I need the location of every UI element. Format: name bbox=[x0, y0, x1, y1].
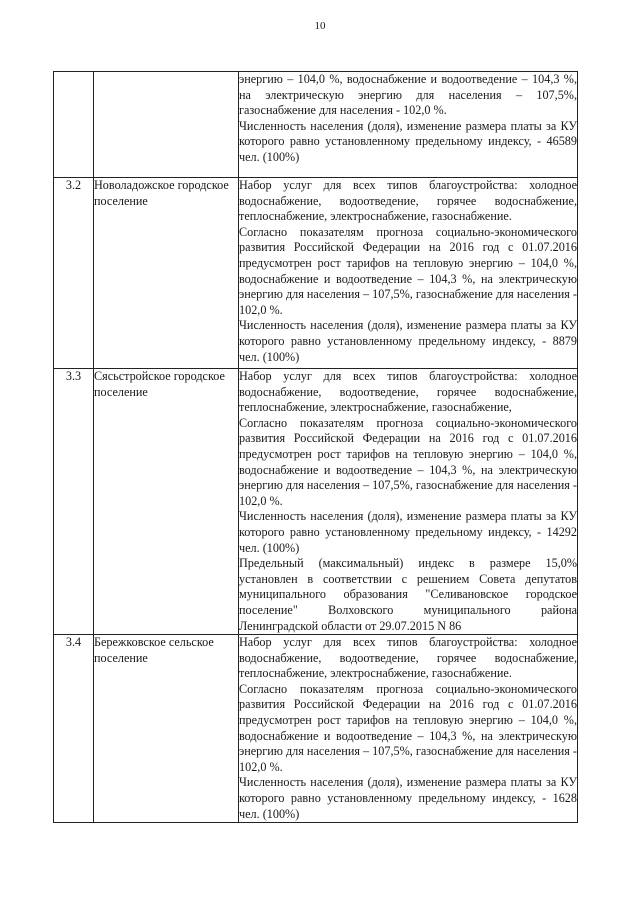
page-number: 10 bbox=[314, 20, 326, 32]
description-cell bbox=[239, 635, 578, 823]
settlement-name bbox=[94, 72, 239, 178]
settlement-name: Новоладожское городское поселение bbox=[94, 178, 239, 369]
description-paragraph: Численность населения (доля), изменение размера платы за КУ которого равно установленному предельному индексу, - 46589 чел. (100%) bbox=[239, 118, 577, 164]
description-paragraph: Численность населения (доля), изменение размера платы за КУ которого равно установленному предельному индексу, - 14292 чел. (100%) bbox=[239, 509, 577, 555]
description-paragraph: Согласно показателям прогноза социально-экономического развития Российской Федерации на 2016 год с 01.07.2016 предусмотрен рост тарифов на тепловую энергию – 104,0 %, водоснабжение и водоотведение – 104,3 %, на электрическую энергию для населения – 107,5%, газоснабжение для населения - 102,0 %. bbox=[239, 415, 577, 508]
municipal-tariff-table bbox=[53, 71, 578, 823]
row-number bbox=[54, 72, 94, 178]
table-row bbox=[54, 178, 578, 369]
settlement-name: Бережковское сельское поселение bbox=[94, 635, 239, 823]
description-cell bbox=[239, 178, 578, 369]
description-paragraph: Набор услуг для всех типов благоустройства: холодное водоснабжение, водоотведение, горячее водоснабжение, теплоснабжение, электроснабжение, газоснабжение, bbox=[239, 369, 577, 415]
description-paragraph: энергию – 104,0 %, водоснабжение и водоотведение – 104,3 %, на электрическую энергию для населения – 107,5%, газоснабжение для населения - 102,0 %. bbox=[239, 72, 577, 118]
description-cell bbox=[239, 72, 578, 178]
description-paragraph: Предельный (максимальный) индекс в размере 15,0% установлен в соответствии с решением Совета депутатов муниципального образования "Селивановское городское поселение" Волховского муниципального района Ленинградской области от 29.07.2015 N 86 bbox=[239, 556, 577, 633]
table-row bbox=[54, 635, 578, 823]
description-paragraph: Согласно показателям прогноза социально-экономического развития Российской Федерации на 2016 год с 01.07.2016 предусмотрен рост тарифов на тепловую энергию – 104,0 %, водоснабжение и водоотведение – 104,3 %, на электрическую энергию для населения – 107,5%, газоснабжение для населения - 102,0 %. bbox=[239, 224, 577, 317]
row-number: 3.2 bbox=[54, 178, 94, 369]
description-paragraph: Численность населения (доля), изменение размера платы за КУ которого равно установленному предельному индексу, - 1628 чел. (100%) bbox=[239, 775, 577, 821]
description-paragraph: Согласно показателям прогноза социально-экономического развития Российской Федерации на 2016 год с 01.07.2016 предусмотрен рост тарифов на тепловую энергию – 104,0 %, водоснабжение и водоотведение – 104,3 %, на электрическую энергию для населения – 107,5%, газоснабжение для населения - 102,0 %. bbox=[239, 681, 577, 774]
description-paragraph: Численность населения (доля), изменение размера платы за КУ которого равно установленному предельному индексу, - 8879 чел. (100%) bbox=[239, 318, 577, 364]
row-number: 3.4 bbox=[54, 635, 94, 823]
description-cell bbox=[239, 369, 578, 635]
description-paragraph: Набор услуг для всех типов благоустройства: холодное водоснабжение, водоотведение, горячее водоснабжение, теплоснабжение, электроснабжение, газоснабжение. bbox=[239, 635, 577, 681]
settlement-name: Сясьстройское городское поселение bbox=[94, 369, 239, 635]
row-number: 3.3 bbox=[54, 369, 94, 635]
table-row bbox=[54, 369, 578, 635]
description-paragraph: Набор услуг для всех типов благоустройства: холодное водоснабжение, водоотведение, горячее водоснабжение, теплоснабжение, электроснабжение, газоснабжение. bbox=[239, 178, 577, 224]
table-row bbox=[54, 72, 578, 178]
